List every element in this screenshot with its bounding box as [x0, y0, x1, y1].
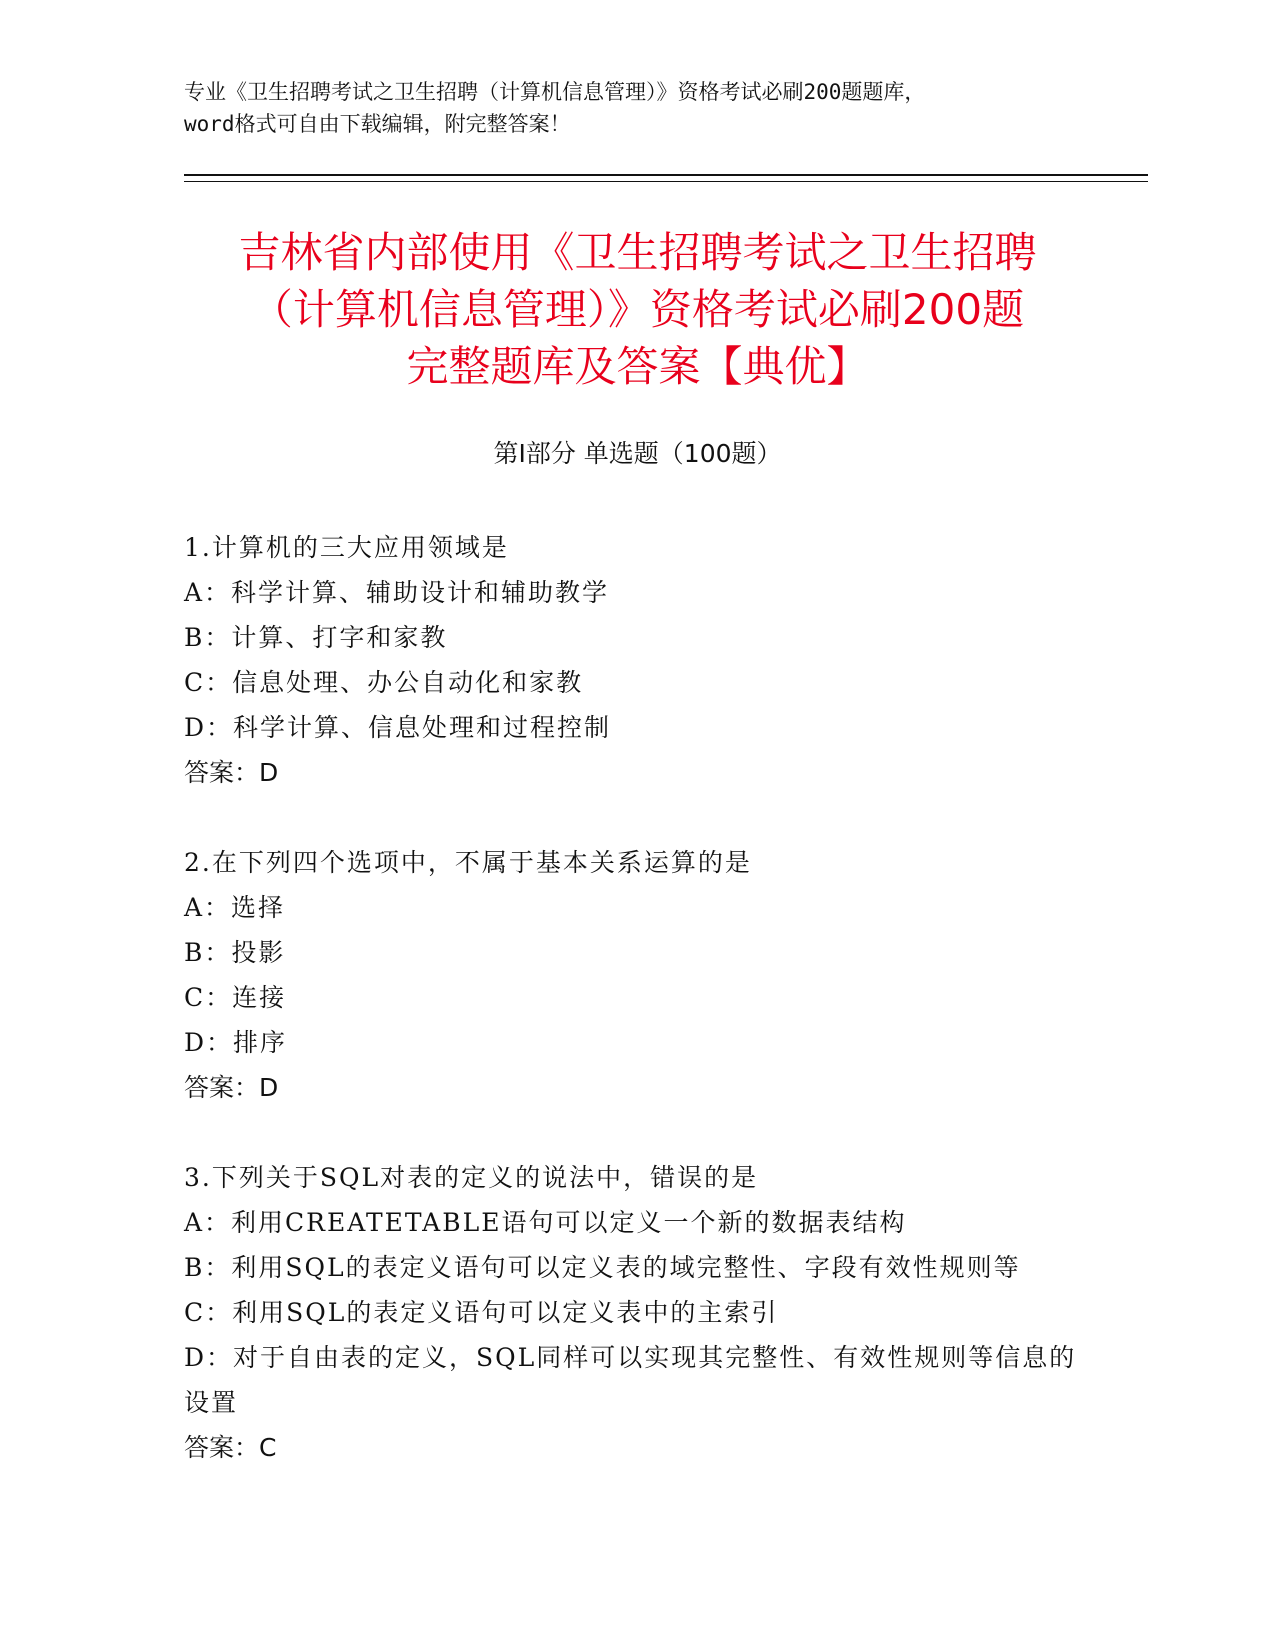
- question-1: [184, 525, 1084, 795]
- answer: 答案：C: [184, 1433, 277, 1462]
- option-a: A：选择: [184, 893, 286, 922]
- option-b: B：投影: [184, 938, 286, 967]
- header-note: [184, 76, 1084, 140]
- option-a: A：科学计算、辅助设计和辅助教学: [184, 578, 610, 607]
- option-d: D：对于自由表的定义，SQL同样可以实现其完整性、有效性规则等信息的设置: [184, 1343, 1077, 1417]
- option-c: C：利用SQL的表定义语句可以定义表中的主索引: [184, 1298, 779, 1327]
- answer: 答案：D: [184, 758, 279, 787]
- document-title: [150, 224, 1125, 395]
- option-d: D：排序: [184, 1028, 288, 1057]
- header-rule-thin: [184, 181, 1148, 182]
- option-b: B：计算、打字和家教: [184, 623, 448, 652]
- header-note-line-1: 专业《卫生招聘考试之卫生招聘（计算机信息管理）》资格考试必刷200题题库，: [184, 80, 926, 104]
- question-3: [184, 1155, 1084, 1470]
- option-a: A：利用CREATETABLE语句可以定义一个新的数据表结构: [184, 1208, 907, 1237]
- header-rule-thick: [184, 174, 1148, 176]
- document-title-line-3: 完整题库及答案【典优】: [406, 342, 869, 391]
- question-stem: 2.在下列四个选项中，不属于基本关系运算的是: [184, 848, 752, 877]
- option-d: D：科学计算、信息处理和过程控制: [184, 713, 612, 742]
- question-2: [184, 840, 1084, 1110]
- document-title-line-1: 吉林省内部使用《卫生招聘考试之卫生招聘: [238, 228, 1037, 277]
- header-note-line-2: word格式可自由下载编辑，附完整答案！: [184, 112, 571, 136]
- section-heading: 第Ⅰ部分 单选题（100题）: [493, 439, 782, 468]
- question-stem: 1.计算机的三大应用领域是: [184, 533, 509, 562]
- question-list: [184, 525, 1084, 1515]
- option-b: B：利用SQL的表定义语句可以定义表的域完整性、字段有效性规则等: [184, 1253, 1021, 1282]
- question-stem: 3.下列关于SQL对表的定义的说法中，错误的是: [184, 1163, 759, 1192]
- document-title-line-2: （计算机信息管理）》资格考试必刷200题: [250, 285, 1025, 334]
- option-c: C：连接: [184, 983, 287, 1012]
- option-c: C：信息处理、办公自动化和家教: [184, 668, 584, 697]
- answer: 答案：D: [184, 1073, 279, 1102]
